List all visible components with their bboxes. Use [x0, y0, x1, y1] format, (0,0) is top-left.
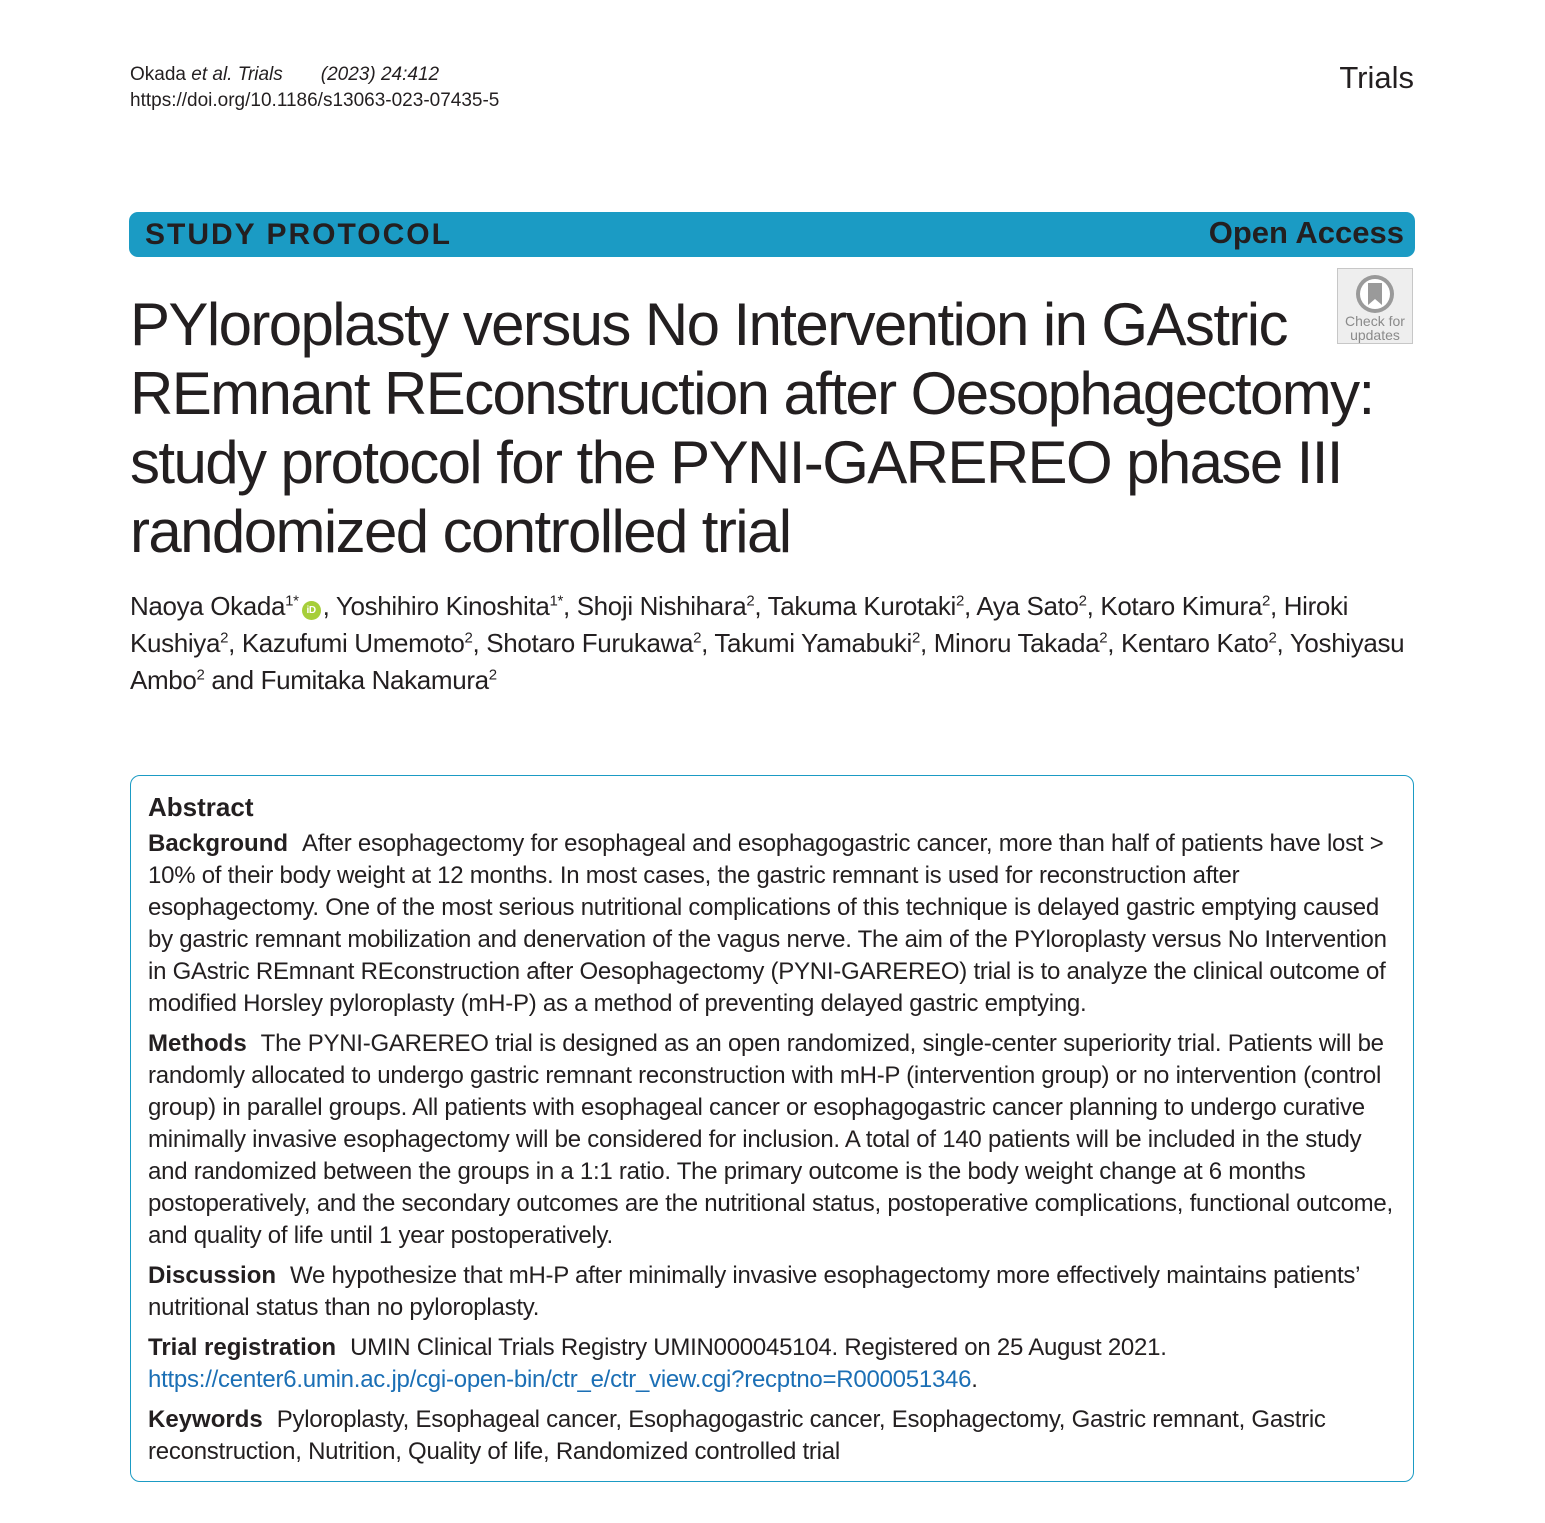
author-name: Fumitaka Nakamura	[260, 665, 489, 695]
author-separator: ,	[1107, 628, 1121, 658]
author-affiliation: 2	[746, 592, 755, 610]
author[interactable]	[934, 628, 1108, 658]
author-affiliation: 2	[220, 629, 229, 647]
trial-registration-end: .	[971, 1366, 978, 1393]
author[interactable]	[976, 591, 1086, 621]
citation-block	[130, 62, 499, 114]
citation-authors: Okada	[130, 64, 192, 85]
author-name: Hiroki Kushiya	[130, 591, 1349, 658]
author-name: Shoji Nishihara	[576, 591, 747, 621]
author[interactable]	[1121, 628, 1277, 658]
author-affiliation: 2	[1261, 592, 1270, 610]
article-type: STUDY PROTOCOL	[145, 218, 452, 251]
background-label: Background	[148, 830, 289, 857]
trial-registration-text: UMIN Clinical Trials Registry UMIN000045104. Registered on 25 August 2021.	[350, 1334, 1167, 1361]
author[interactable]	[336, 591, 563, 621]
discussion-text: We hypothesize that mH-P after minimally invasive esophagectomy more effectively maintains patients’ nutritional status than no pyloroplasty.	[148, 1262, 1360, 1321]
author-affiliation: 2	[1099, 629, 1108, 647]
author-affiliation: 2	[196, 666, 205, 684]
author[interactable]	[1100, 591, 1270, 621]
author-affiliation: 2	[1268, 629, 1277, 647]
citation-line	[130, 62, 499, 88]
discussion-paragraph	[148, 1260, 1395, 1324]
citation-year: (2023) 24:412	[320, 64, 440, 85]
author-list	[130, 588, 1420, 699]
author-name: Kentaro Kato	[1120, 628, 1269, 658]
discussion-label: Discussion	[148, 1262, 277, 1289]
author-separator: ,	[1276, 628, 1290, 658]
author-and: and	[204, 665, 261, 695]
author-separator: ,	[701, 628, 715, 658]
journal-name: Trials	[1339, 60, 1414, 95]
author-separator: ,	[1086, 591, 1101, 621]
author-affiliation: 2	[693, 629, 702, 647]
author-affiliation: 1*	[285, 592, 299, 610]
author-affiliation: 2	[911, 629, 920, 647]
author-separator: ,	[754, 591, 768, 621]
updates-line2: updates	[1350, 327, 1400, 343]
abstract-heading: Abstract	[148, 792, 254, 822]
article-type-banner	[129, 212, 1415, 257]
author-separator: ,	[228, 628, 242, 658]
author-separator: ,	[919, 628, 934, 658]
keywords-paragraph	[148, 1404, 1395, 1468]
abstract-box	[130, 775, 1414, 1482]
author-separator: ,	[964, 591, 977, 621]
author[interactable]	[714, 628, 920, 658]
author-affiliation: 2	[488, 666, 497, 684]
keywords-text: Pyloroplasty, Esophageal cancer, Esophagogastric cancer, Esophagectomy, Gastric remnant, Gastric reconstruction, Nutrition, Quality of life, Randomized controlled trial	[148, 1406, 1326, 1465]
author-name: Takumi Yamabuki	[714, 628, 912, 658]
trial-registration-link[interactable]: https://center6.umin.ac.jp/cgi-open-bin/ctr_e/ctr_view.cgi?recptno=R000051346	[148, 1366, 972, 1393]
author-name: Minoru Takada	[933, 628, 1100, 658]
author-name: Aya Sato	[976, 591, 1079, 621]
doi-link[interactable]: https://doi.org/10.1186/s13063-023-07435-5	[130, 90, 500, 111]
author-name: Kazufumi Umemoto	[241, 628, 465, 658]
author-separator: ,	[1269, 591, 1284, 621]
background-text: After esophagectomy for esophageal and esophagogastric cancer, more than half of patients have lost > 10% of their body weight at 12 months. In most cases, the gastric remnant is used for reconstruction after esophagectomy. One of the most serious nutritional complications of this technique is delayed gastric emptying caused by gastric remnant mobilization and denervation of the vagus nerve. The aim of the PYloroplasty versus No Intervention in GAstric REmnant REconstruction after Oesophagectomy (PYNI-GAREREO) trial is to analyze the clinical outcome of modified Horsley pyloroplasty (mH-P) as a method of preventing delayed gastric emptying.	[148, 830, 1387, 1017]
author-name: Takuma Kurotaki	[767, 591, 956, 621]
author-separator: ,	[562, 591, 577, 621]
author-separator: ,	[472, 628, 487, 658]
trial-registration-label: Trial registration	[148, 1334, 337, 1361]
methods-label: Methods	[148, 1030, 247, 1057]
author[interactable]	[261, 665, 497, 695]
author-name: Naoya Okada	[130, 591, 286, 621]
author[interactable]	[768, 591, 964, 621]
citation-etal: et al.	[191, 64, 233, 85]
author-affiliation: 2	[1078, 592, 1087, 610]
author-affiliation: 2	[464, 629, 473, 647]
methods-text: The PYNI-GAREREO trial is designed as an open randomized, single-center superiority trial. Patients will be randomly allocated to undergo gastric remnant reconstruction with mH-P (intervention group) or no intervention (control group) in parallel groups. All patients with esophageal cancer or esophagogastric cancer planning to undergo curative minimally invasive esophagectomy will be considered for inclusion. A total of 140 patients will be included in the study and randomized between the groups in a 1:1 ratio. The primary outcome is the body weight change at 6 months postoperatively, and the secondary outcomes are the nutritional status, postoperative complications, functional outcome, and quality of life until 1 year postoperatively.	[148, 1030, 1393, 1249]
updates-line1: Check for	[1345, 313, 1405, 329]
methods-paragraph	[148, 1028, 1395, 1252]
author[interactable]	[242, 628, 473, 658]
open-access-label: Open Access	[1208, 215, 1404, 250]
author[interactable]	[130, 591, 323, 621]
background-paragraph	[148, 828, 1395, 1020]
author-affiliation: 1*	[549, 592, 563, 610]
keywords-label: Keywords	[148, 1406, 263, 1433]
author[interactable]	[577, 591, 755, 621]
author-name: Kotaro Kimura	[1100, 591, 1262, 621]
trial-registration-paragraph	[148, 1332, 1395, 1396]
author-name: Yoshihiro Kinoshita	[335, 591, 550, 621]
author-name: Yoshiyasu Ambo	[130, 628, 1405, 695]
article-title: PYloroplasty versus No Intervention in GAstric REmnant REconstruction after Oesophagectomy: study protocol for the PYNI-GAREREO phase III randomized controlled trial	[130, 291, 1374, 565]
author-name: Shotaro Furukawa	[486, 628, 694, 658]
orcid-icon[interactable]: iD	[302, 601, 321, 620]
author[interactable]	[486, 628, 701, 658]
author-separator: ,	[322, 591, 336, 621]
citation-journal: Trials	[232, 64, 283, 85]
author-affiliation: 2	[956, 592, 964, 610]
